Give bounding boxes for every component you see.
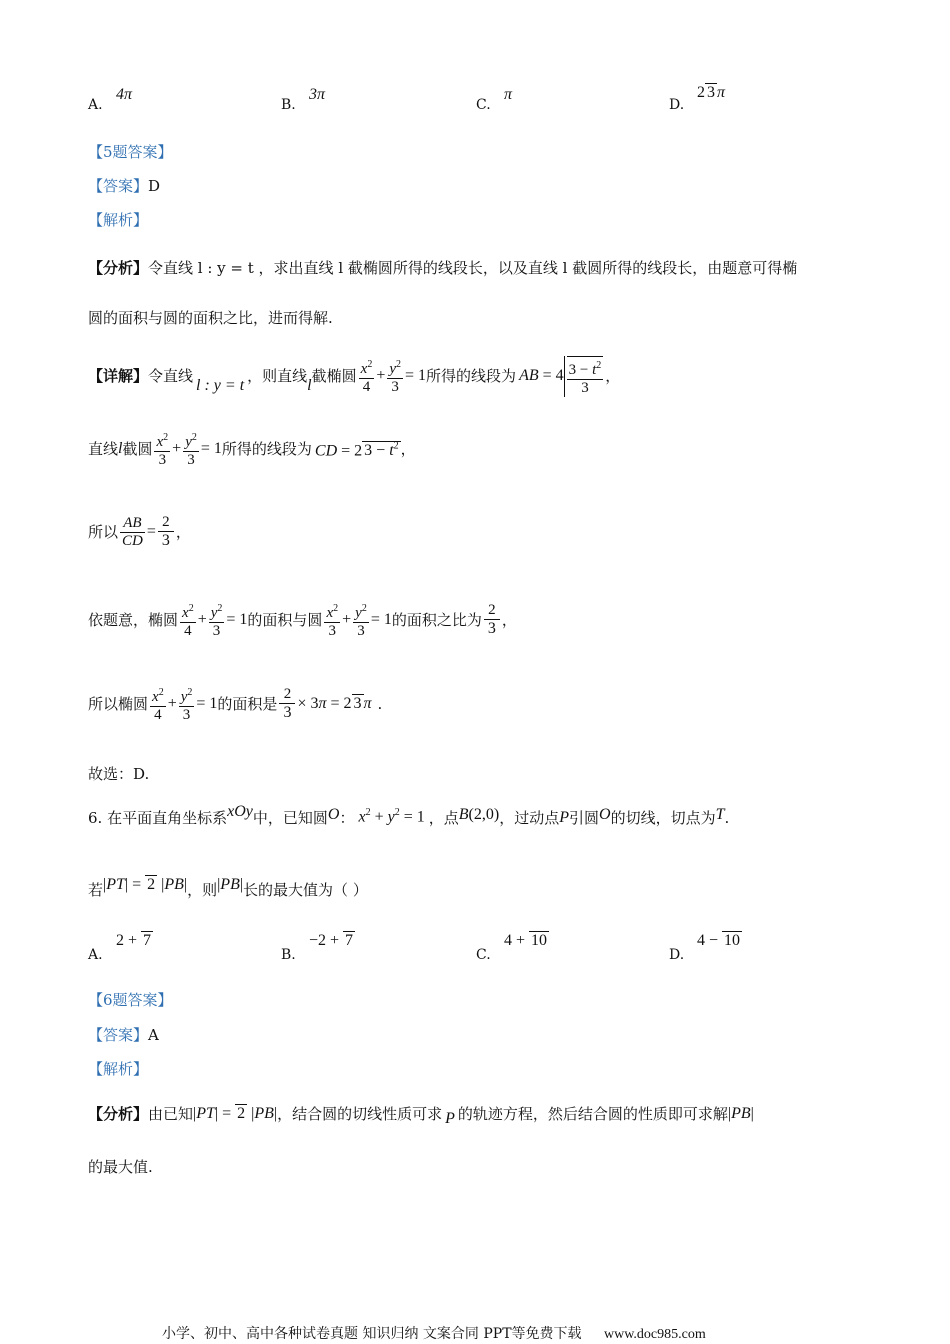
footer <box>162 1323 706 1343</box>
q5-option-c: C. <box>476 97 491 113</box>
q6-option-d-value: 4 − 10 <box>697 932 741 949</box>
q5-analysis-label: 【解析】 <box>88 211 149 229</box>
q6-option-d: D. <box>669 947 685 963</box>
q5-detail-line3: 所以 $\frac{AB}{CD}$ = $\frac{2}{3}$ ， <box>88 514 191 549</box>
q5-option-c-value: π <box>504 86 513 103</box>
q5-option-d-value: 2 3 π <box>697 84 726 101</box>
q5-conclusion: 故选：D. <box>88 765 150 783</box>
q6-fenxi-line2: 的最大值. <box>88 1158 153 1176</box>
q5-fenxi-line1: 【分析】令直线 l : y = t ，求出直线 l 截椭圆所得的线段长，以及直线 l 截圆所得的线段长，由题意可得椭 <box>88 259 798 277</box>
q5-answer-header: 【5题答案】 <box>88 143 173 161</box>
q6-option-b-value: −2 + 7 <box>309 932 354 949</box>
q6-option-a: A. <box>88 947 103 963</box>
q5-option-b-value: 3π <box>309 86 326 103</box>
q6-option-c-value: 4 + 10 <box>504 932 548 949</box>
q5-option-b: B. <box>281 97 296 113</box>
q5-option-a-value: 4π <box>116 86 133 103</box>
q6-analysis-label: 【解析】 <box>88 1060 149 1078</box>
q5-answer: 【答案】D <box>88 177 161 195</box>
q6-stem-line1: 6. 在平面直角坐标系 xOy 中，已知圆 O ： $x^2 + y^2 = 1$ ，点 B(2,0) ，过动点 P 引圆 O 的切线，切点为 T . <box>88 803 730 827</box>
q6-answer: 【答案】A <box>88 1026 159 1044</box>
q5-option-a: A. <box>88 97 103 113</box>
q5-detail-line2: 直线 l 截圆 $\frac{x^2}{3}$ + $\frac{y^2}{3}$ = 1 所得的线段为 CD = 2 $3 - t^2$ ， <box>88 432 416 468</box>
q5-detail-line4: 依题意，椭圆 $\frac{x^2}{4}$ + $\frac{y^2}{3}$ = 1 的面积与圆 $\frac{x^2}{3}$ + $\frac{y^2}{3}$ = 1 的面积之比为 $\frac{2}{3}$ ， <box>88 602 517 639</box>
q6-fenxi-line1: 【分析】 由已知 |PT| = 2 |PB| ，结合圆的切线性质可求 P 的轨迹方程，然后结合圆的性质即可求解 |PB| <box>88 1105 754 1127</box>
q5-fenxi-line2: 圆的面积与圆的面积之比，进而得解. <box>88 309 333 327</box>
q6-option-b: B. <box>281 947 296 963</box>
q6-stem-line2: 若 |PT| = 2 |PB| ，则 |PB| 长的最大值为（ ） <box>88 876 368 899</box>
q5-detail-line1: 【详解】 令直线 l : y = t ，则直线 l 截椭圆 $\frac{x^2}{4}$ + $\frac{y^2}{3}$ = 1 所得的线段为 AB = 4 $\frac{3 - t^2}{3}$ ， <box>88 352 620 400</box>
q5-detail-line5: 所以椭圆 $\frac{x^2}{4}$ + $\frac{y^2}{3}$ = 1 的面积是 $\frac{2}{3}$ × 3π = 2 3 π . <box>88 686 383 723</box>
q5-option-d: D. <box>669 97 685 113</box>
footer-text: 小学、初中、高中各种试卷真题 知识归纳 文案合同 PPT等免费下载 <box>162 1326 582 1342</box>
q6-option-c: C. <box>476 947 491 963</box>
footer-url[interactable]: www.doc985.com <box>603 1327 706 1342</box>
q6-option-a-value: 2 + 7 <box>116 932 152 949</box>
q6-answer-header: 【6题答案】 <box>88 991 173 1009</box>
